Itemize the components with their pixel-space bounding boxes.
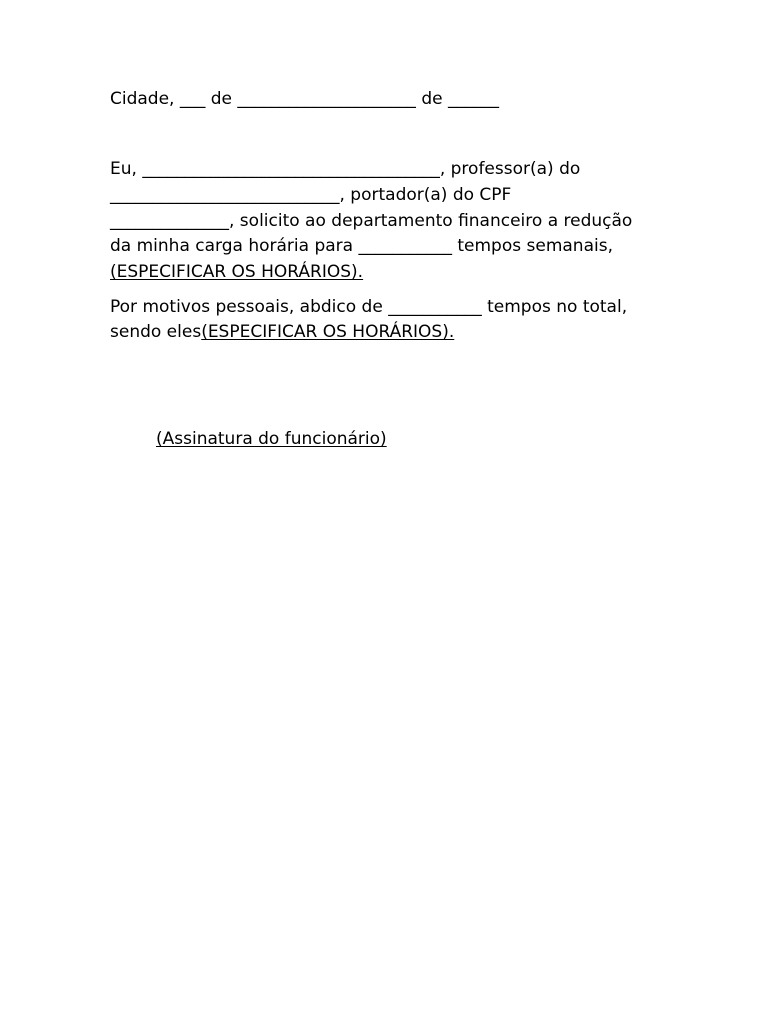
paragraph1-line4: da minha carga horária para ___________ tempos semanais, (110, 236, 613, 256)
paragraph2-specify-hours: (ESPECIFICAR OS HORÁRIOS). (201, 322, 455, 342)
paragraph1-line2: ___________________________, portador(a) do CPF (110, 185, 512, 205)
paragraph2-line1: Por motivos pessoais, abdico de ___________ tempos no total, (110, 297, 628, 317)
paragraph1-line3: ______________, solicito ao departamento financeiro a redução (110, 211, 633, 231)
date-line: Cidade, ___ de _____________________ de ______ (110, 89, 499, 109)
paragraph1-line1: Eu, ___________________________________, professor(a) do (110, 159, 581, 179)
paragraph2-line2 (110, 320, 454, 344)
paragraph1-specify-hours: (ESPECIFICAR OS HORÁRIOS). (110, 262, 364, 282)
signature-line: (Assinatura do funcionário) (156, 429, 387, 449)
paragraph2-line2-prefix: sendo eles (110, 322, 202, 342)
